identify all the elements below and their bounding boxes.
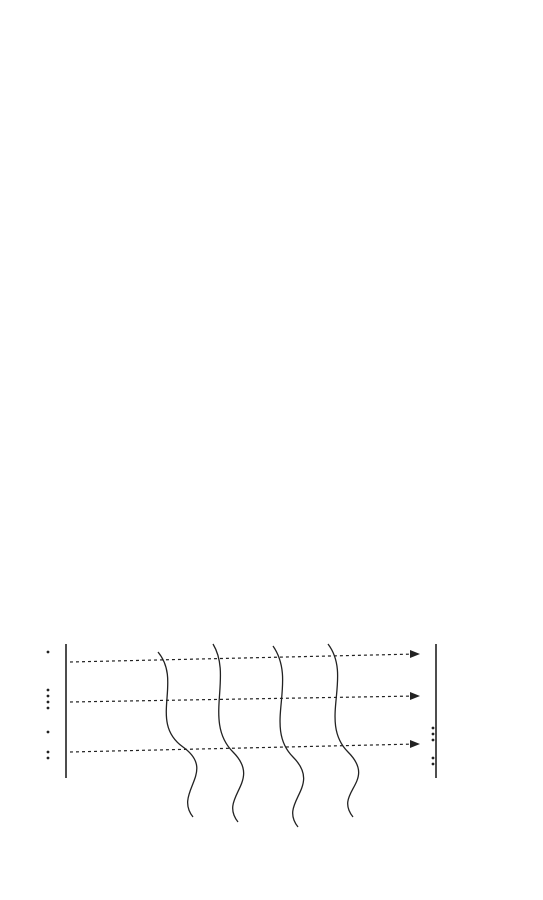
ray-arrowheads [410,650,420,748]
turbulent-medium [158,644,359,827]
formula-1-41 [18,3,526,47]
object-sample-dots [47,651,50,760]
image-sample-dots [432,727,435,766]
imaging-scheme-diagram [8,632,535,837]
body-text [18,3,526,47]
rays [70,654,416,752]
figure-1-4 [8,632,535,837]
